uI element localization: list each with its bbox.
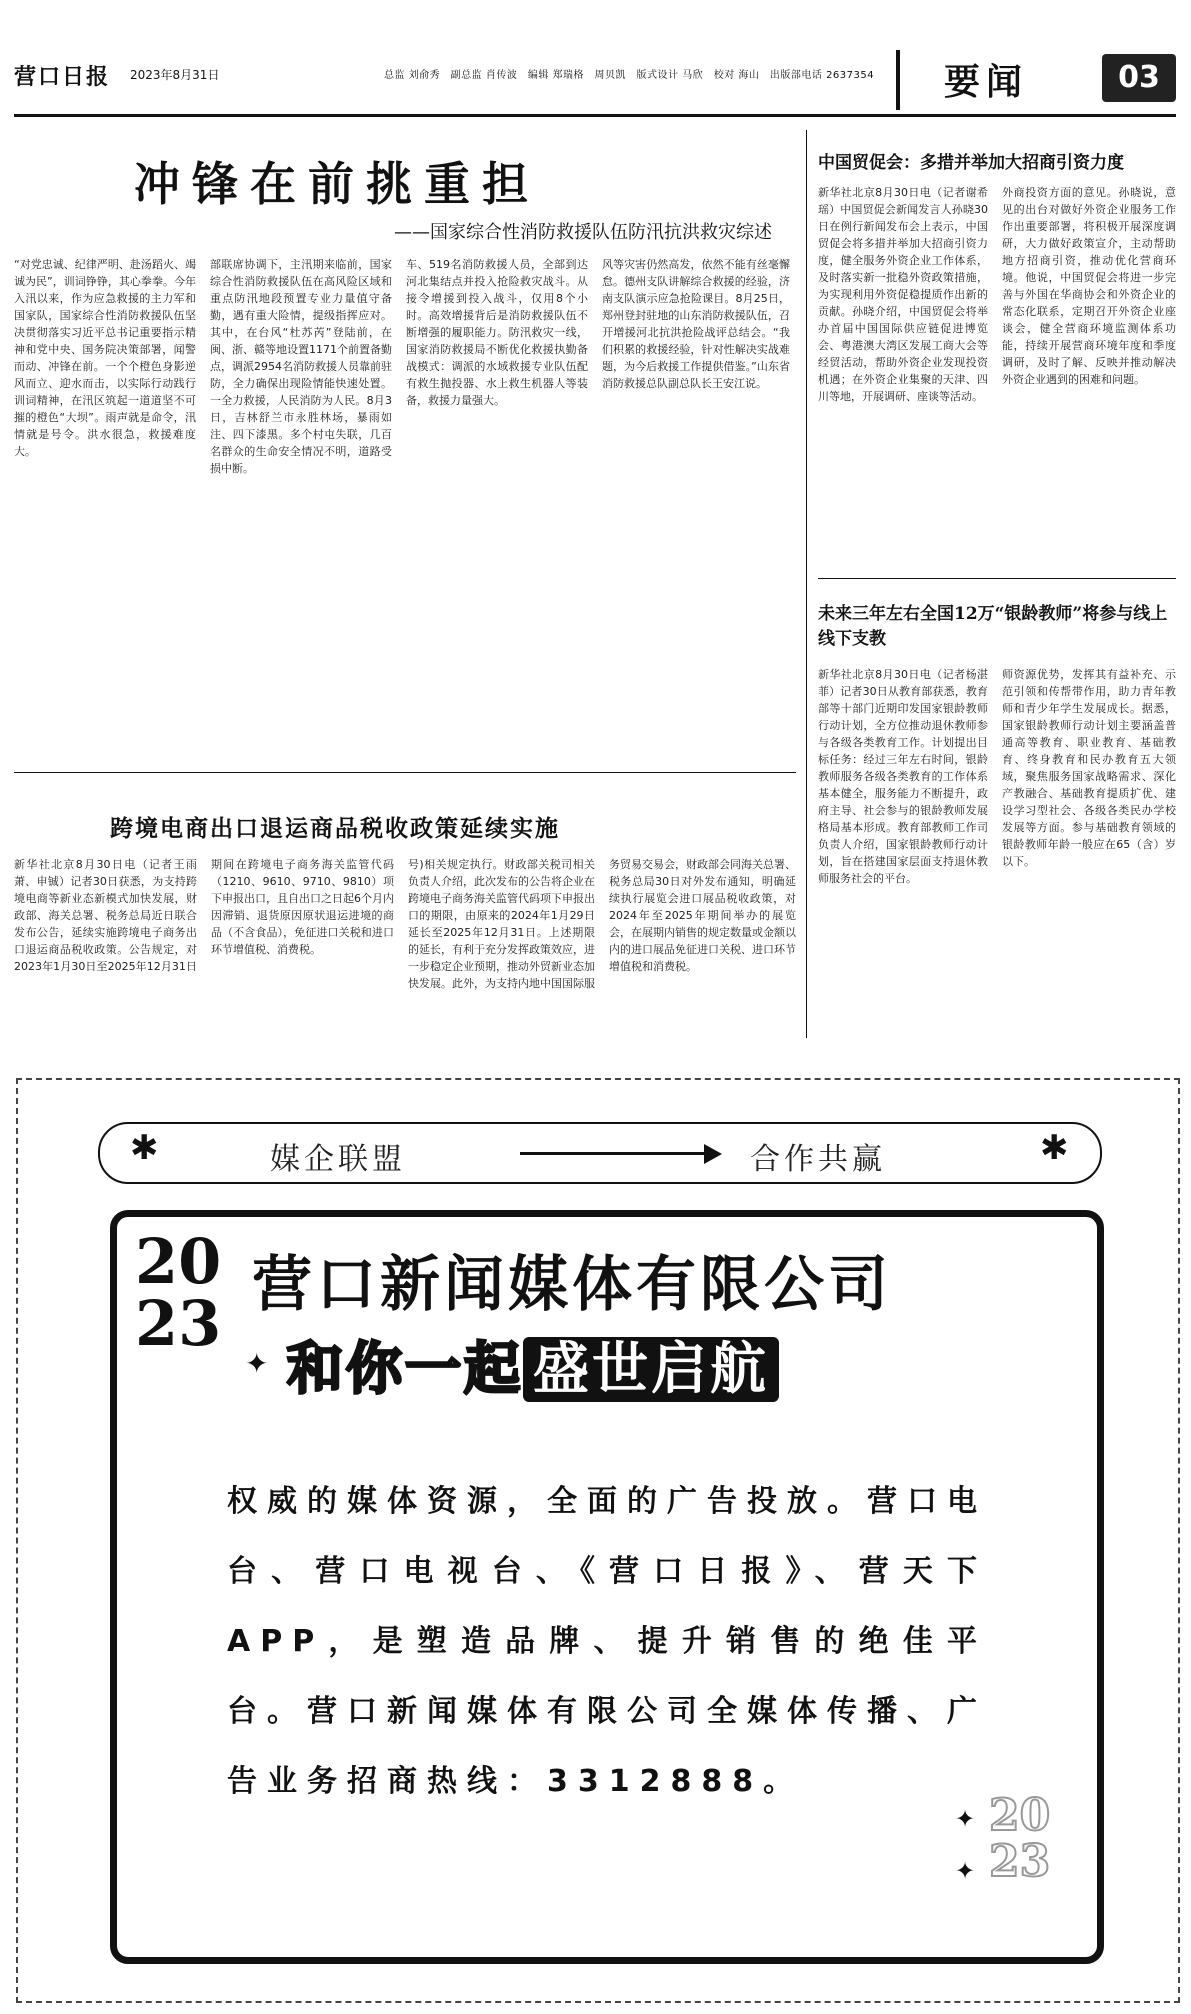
ad-body-text: 权威的媒体资源，全面的广告投放。营口电台、营口电视台、《营口日报》、营天下APP，是塑造品牌、提升销售的绝佳平台。营口新闻媒体有限公司全媒体传播、广告业务招商热线：3312888。 — [227, 1484, 987, 1799]
article-title: 跨境电商出口退运商品税收政策延续实施 — [110, 815, 560, 842]
arrow-right-icon — [704, 1144, 722, 1164]
article-column-1: 新华社北京8月30日电（记者王雨萧、申铖）记者30日获悉，为支持跨境电商等新业态新模式加快发展，财政部、海关总署、税务总局近日联合发布公告，延续实施跨境电子商务出口退运商品税收政策。公告规定，对2023年1月30日至2025年12月31日期间在跨境电子商务海关监管代码（1210、9610、9710、9810）项下申报出口，且自出口之日起6个月内因滞销、退货原因原状退运进境的商品（不含食品），免征进口关税和进口环节增值税、消费税。 — [14, 858, 394, 973]
year-top: 20 — [135, 1225, 222, 1298]
article-column-3: 车、519名消防救援人员，全部到达河北集结点并投入抢险救灾战斗。从接令增援到投入战斗，仅用8个小时。高效增援背后是消防救援队伍不断增强的履职能力。防汛救灾一线，国家消防救援局不断优化救援执勤备战模式：调派的水域救援专业队伍配有救生抛投器、水上救生机器人等装备，救援力量强大。 — [406, 258, 588, 407]
article-firefighting — [14, 130, 796, 770]
year-bottom: 23 — [989, 1836, 1051, 1887]
article-silver-teachers — [818, 586, 1176, 1038]
article-column-1: “对党忠诚、纪律严明、赴汤蹈火、竭诚为民”，训词铮铮，其心拳拳。今年入汛以来，作为应急救援的主力军和国家队，国家综合性消防救援队伍坚决贯彻落实习近平总书记重要指示精神和党中央、国务院决策部署，闻警而动、冲锋在前。一个个橙色身影逆风而立、迎水而击，以实际行动践行训词精神，在汛区筑起一道道坚不可摧的橙色“大坝”。雨声就是命令，汛情就是号令。洪水很急，救援难度大。 — [14, 258, 196, 458]
sparkle-icon: ✦ — [955, 1857, 976, 1885]
banner-right-text: 合作共赢 — [750, 1142, 886, 1177]
article-ccpit — [818, 130, 1176, 570]
year-bottom: 23 — [135, 1287, 222, 1360]
asterisk-icon: ✱ — [130, 1128, 159, 1168]
article-subtitle: ——国家综合性消防救援队伍防汛抗洪救灾综述 — [394, 222, 772, 243]
year-top: 20 — [989, 1790, 1051, 1841]
page-number: 03 — [1102, 54, 1176, 102]
ad-card — [110, 1210, 1104, 1964]
article-title: 未来三年左右全国12万“银龄教师”将参与线上线下支教 — [818, 604, 1168, 649]
section-rule — [818, 578, 1176, 579]
ad-banner — [98, 1122, 1102, 1184]
banner-left-text: 媒企联盟 — [270, 1142, 406, 1177]
article-column-2: 师资源优势，发挥其有益补充、示范引领和传帮带作用，助力青年教师和青少年学生发展成长。据悉，国家银龄教师行动计划主要涵盖普通高等教育、职业教育、基础教育、终身教育和民办教育五大领域，聚焦服务国家战略需求、深化产教融合、基础教育提质扩优、建设学习型社会、各级各类民办学校发展等方面。参与基础教育领域的银龄教师年龄一般应在65（含）岁以下。 — [1002, 668, 1176, 868]
article-column-1: 新华社北京8月30日电（记者谢希瑶）中国贸促会新闻发言人孙晓30日在例行新闻发布会上表示，中国贸促会将多措并举加大招商引资力度，健全服务外资企业工作体系，及时落实新一批稳外资政策措施，为实现利用外资促稳提质作出新的贡献。孙晓介绍，中国贸促会将举办首届中国国际供应链促进博览会、粤港澳大湾区发展工商大会等经贸活动，帮助外资企业发现投资机遇；在外资企业集聚的天津、四川等地，开展调研、座谈等活动。 — [818, 186, 988, 403]
masthead-divider — [896, 50, 900, 110]
arrow-line — [520, 1152, 710, 1155]
issue-date: 2023年8月31日 — [130, 68, 220, 82]
article-crossborder-ecommerce — [14, 780, 796, 1042]
year-badge — [135, 1225, 222, 1360]
article-column-2: 部联席协调下，主汛期来临前，国家综合性消防救援队伍在高风险区域和重点防汛地段预置专业力量值守备勤，遇有重大险情，提级指挥应对。其中，在台风“杜苏芮”登陆前，在闽、浙、赣等地设置1171个前置备勤点，调派2954名消防救援人员靠前驻防，全力确保出现险情能快速处置。一全力救援，人民消防为人民。8月3日，吉林舒兰市永胜林场，暴雨如注、四下漆黑。多个村屯失联，几百名群众的生命安全情况不明，道路受损中断。 — [210, 258, 392, 475]
article-column-4: 风等灾害仍然高发，依然不能有丝毫懈怠。德州支队讲解综合救援的经验，济南支队演示应急抢险课目。8月25日，郑州登封驻地的山东消防救援队伍，召开增援河北抗洪抢险战评总结会。“我们积累的救援经验，针对性解决实战难题，为今后救援工作提供借鉴。”山东省消防救援总队副总队长王安江说。 — [602, 258, 790, 390]
ad-slogan — [287, 1325, 779, 1405]
sparkle-icon: ✦ — [955, 1805, 976, 1833]
article-column-2: 号)相关规定执行。财政部关税司相关负责人介绍，此次发布的公告将企业在跨境电子商务海关监管代码项下申报出口的期限，由原来的2024年1月29日延长至2025年12月31日。上述期限的延长，有利于充分发挥政策效应，进一步稳定企业预期，推动外贸新业态加快发展。此外，为支持内地中国国际服务贸易交易会，财政部会同海关总署、税务总局30日对外发布通知，明确延续执行展览会进口展品税收政策，对2024年至2025年期间举办的展览会，在展期内销售的规定数量或金额以内的进口展品免征进口关税、进口环节增值税和消费税。 — [408, 858, 796, 990]
asterisk-icon: ✱ — [1040, 1128, 1069, 1168]
article-column-2: 外商投资方面的意见。孙晓说，意见的出台对做好外资企业服务工作作出重要部署，将积极开展深度调研，大力做好政策宣介，主动帮助地方招商引资，推动优化营商环境。他说，中国贸促会将进一步完善与外国在华商协会和外资企业的常态化联系，定期召开外资企业座谈会，健全营商环境监测体系功能，持续开展营商环境年度和季度调研，及时了解、反映并推动解决外资企业遇到的困难和问题。 — [1002, 186, 1176, 386]
sparkle-icon: ✦ — [245, 1347, 269, 1380]
masthead — [14, 52, 1176, 117]
article-column-1: 新华社北京8月30日电（记者杨湛菲）记者30日从教育部获悉，教育部等十部门近期印发国家银龄教师行动计划，全方位推动退休教师参与各级各类教育工作。计划提出目标任务：经过三年左右时间，银龄教师服务各级各类教育的工作体系基本健全，服务能力不断提升，政府主导、社会参与的银龄教师发展格局基本形成。教育部教师工作司负责人介绍，国家银龄教师行动计划，旨在搭建国家层面支持退休教师服务社会的平台。 — [818, 668, 988, 885]
staff-credits: 总监 刘俞秀 副总监 肖传波 编辑 郑瑞格 周贝凯 版式设计 马欣 校对 海山 出版部电话 2637354 — [384, 70, 875, 81]
slogan-part-b: 盛世启航 — [523, 1337, 779, 1402]
article-title: 冲锋在前挑重担 — [134, 157, 540, 211]
article-title: 中国贸促会：多措并举加大招商引资力度 — [818, 153, 1124, 173]
slogan-part-a: 和你一起 — [287, 1337, 523, 1402]
section-title: 要闻 — [944, 61, 1029, 103]
advertisement — [16, 1078, 1180, 2003]
column-divider — [806, 130, 807, 1038]
company-name: 营口新闻媒体有限公司 — [252, 1250, 892, 1320]
section-rule — [14, 772, 796, 773]
newspaper-logo: 营口日报 — [14, 64, 111, 90]
year-outline-badge — [989, 1790, 1051, 1887]
